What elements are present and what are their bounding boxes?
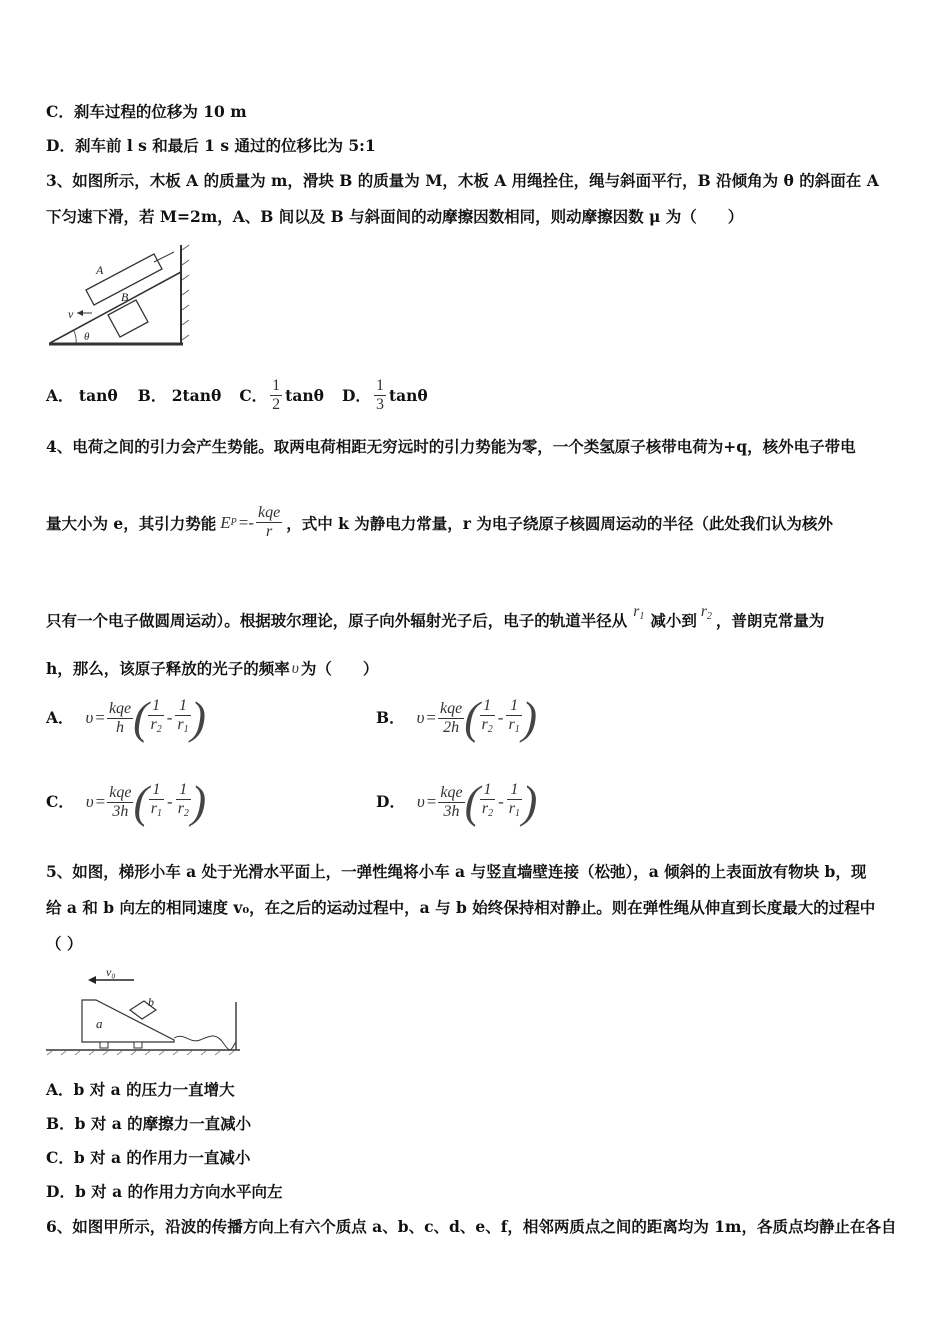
q4-stem-line1: 4、电荷之间的引力会产生势能。取两电荷相距无穷远时的引力势能为零，一个类氢原子核带电荷为+q，核外电子带电	[46, 437, 856, 456]
option-c-prev: C．刹车过程的位移为 10 m	[46, 102, 247, 121]
q5-cart-figure	[44, 962, 244, 1057]
q4-line2-text-b: ，式中 k 为静电力常量，r 为电子绕原子核圆周运动的半径（此处我们认为核外	[286, 513, 833, 533]
q4-stem-line3	[46, 603, 825, 633]
q3-option-d-tail: tanθ	[388, 385, 428, 405]
q3-stem-line1: 3、如图所示，木板 A 的质量为 m，滑块 B 的质量为 M，木板 A 用绳拴住，绳与斜面平行，B 沿倾角为 θ 的斜面在 A	[46, 171, 879, 190]
q4-line4-text-a: h，那么，该原子释放的光子的频率	[46, 659, 290, 678]
q3-option-b[interactable]: B． 2tanθ	[137, 385, 222, 405]
fig5-label-b: b	[148, 995, 154, 1009]
q3-option-c-label: C．	[239, 385, 268, 405]
q5-stem-line3: （ ）	[46, 934, 83, 953]
q5-stem-line1: 5、如图，梯形小车 a 处于光滑水平面上，一弹性绳将小车 a 与竖直墙壁连接（松弛），a 倾斜的上表面放有物块 b，现	[46, 862, 867, 881]
q4-stem-line2	[46, 504, 833, 541]
q5-option-a[interactable]: A．b 对 a 的压力一直增大	[46, 1080, 235, 1099]
q4-option-d[interactable]: D． υ = $\frac{\text{kqe}}{3h}$ ( $\frac{1}{r_2}$ - $\frac{1}{r_1}$ )	[376, 776, 538, 827]
fig5-label-a: a	[96, 1016, 103, 1031]
q3-stem-line2: 下匀速下滑，若 M=2m，A、B 间以及 B 与斜面间的动摩擦因数相同，则动摩擦因数 μ 为（ ）	[46, 207, 744, 226]
q5-option-d[interactable]: D．b 对 a 的作用力方向水平向左	[46, 1182, 283, 1201]
option-d-prev: D．刹车前 l s 和最后 1 s 通过的位移比为 5:1	[46, 136, 376, 155]
q3-option-a[interactable]: A． tanθ	[46, 385, 118, 405]
q4-option-a[interactable]: A． υ = $\frac{\text{kqe}}{h}$ ( $\frac{1}{r_2}$ - $\frac{1}{r_1}$ )	[46, 692, 206, 743]
q4-potential-formula: E P =- $\frac{\text{kqe}}{r}$	[220, 504, 281, 540]
q4-option-b[interactable]: B． υ = $\frac{\text{kqe}}{2h}$ ( $\frac{1}{r_2}$ - $\frac{1}{r_1}$ )	[376, 692, 538, 743]
q4-line2-text-a: 量大小为 e，其引力势能	[46, 513, 217, 533]
q5-stem-line2: 给 a 和 b 向左的相同速度 v₀，在之后的运动过程中，a 与 b 始终保持相对静止。则在弹性绳从伸直到长度最大的过程中	[46, 898, 876, 917]
q3-options	[46, 377, 428, 414]
q4-line4-text-b: 为（ ）	[300, 659, 379, 678]
fig3-label-theta: θ	[84, 331, 90, 343]
q6-stem-line1: 6、如图甲所示，沿波的传播方向上有六个质点 a、b、c、d、e、f，相邻两质点之间的距离均为 1m，各质点均静止在各自	[46, 1217, 897, 1236]
q4-line3-text-b: 减小到	[650, 610, 697, 630]
q3-option-d[interactable]	[342, 377, 428, 414]
q4-r2: $r_2$	[700, 603, 712, 622]
q3-incline-figure	[46, 240, 196, 350]
q3-option-d-label: D．	[341, 385, 371, 405]
fig5-label-v0: v₀	[106, 965, 116, 979]
fig3-label-b: B	[121, 290, 129, 304]
q5-option-c[interactable]: C．b 对 a 的作用力一直减小	[46, 1148, 251, 1167]
q4-option-c[interactable]: C． υ = $\frac{\text{kqe}}{3h}$ ( $\frac{1}{r_1}$ - $\frac{1}{r_2}$ )	[46, 776, 207, 827]
q3-option-c-fraction: $\frac{1}{2}$	[272, 377, 281, 413]
q5-option-b[interactable]: B．b 对 a 的摩擦力一直减小	[46, 1114, 252, 1133]
q4-line3-text-c: ，普朗克常量为	[715, 610, 825, 630]
fig3-label-a: A	[96, 263, 104, 277]
q4-line3-text-a: 只有一个电子做圆周运动）。根据玻尔理论，原子向外辐射光子后，电子的轨道半径从	[46, 610, 628, 630]
q3-option-c[interactable]	[239, 377, 324, 414]
q4-r1: $r_1$	[633, 603, 645, 622]
q4-nu-symbol: υ	[291, 660, 299, 677]
q4-stem-line4	[46, 659, 378, 679]
q3-option-d-fraction: $\frac{1}{3}$	[375, 377, 384, 413]
fig3-label-v: v	[68, 307, 74, 321]
q3-option-c-tail: tanθ	[285, 385, 324, 405]
